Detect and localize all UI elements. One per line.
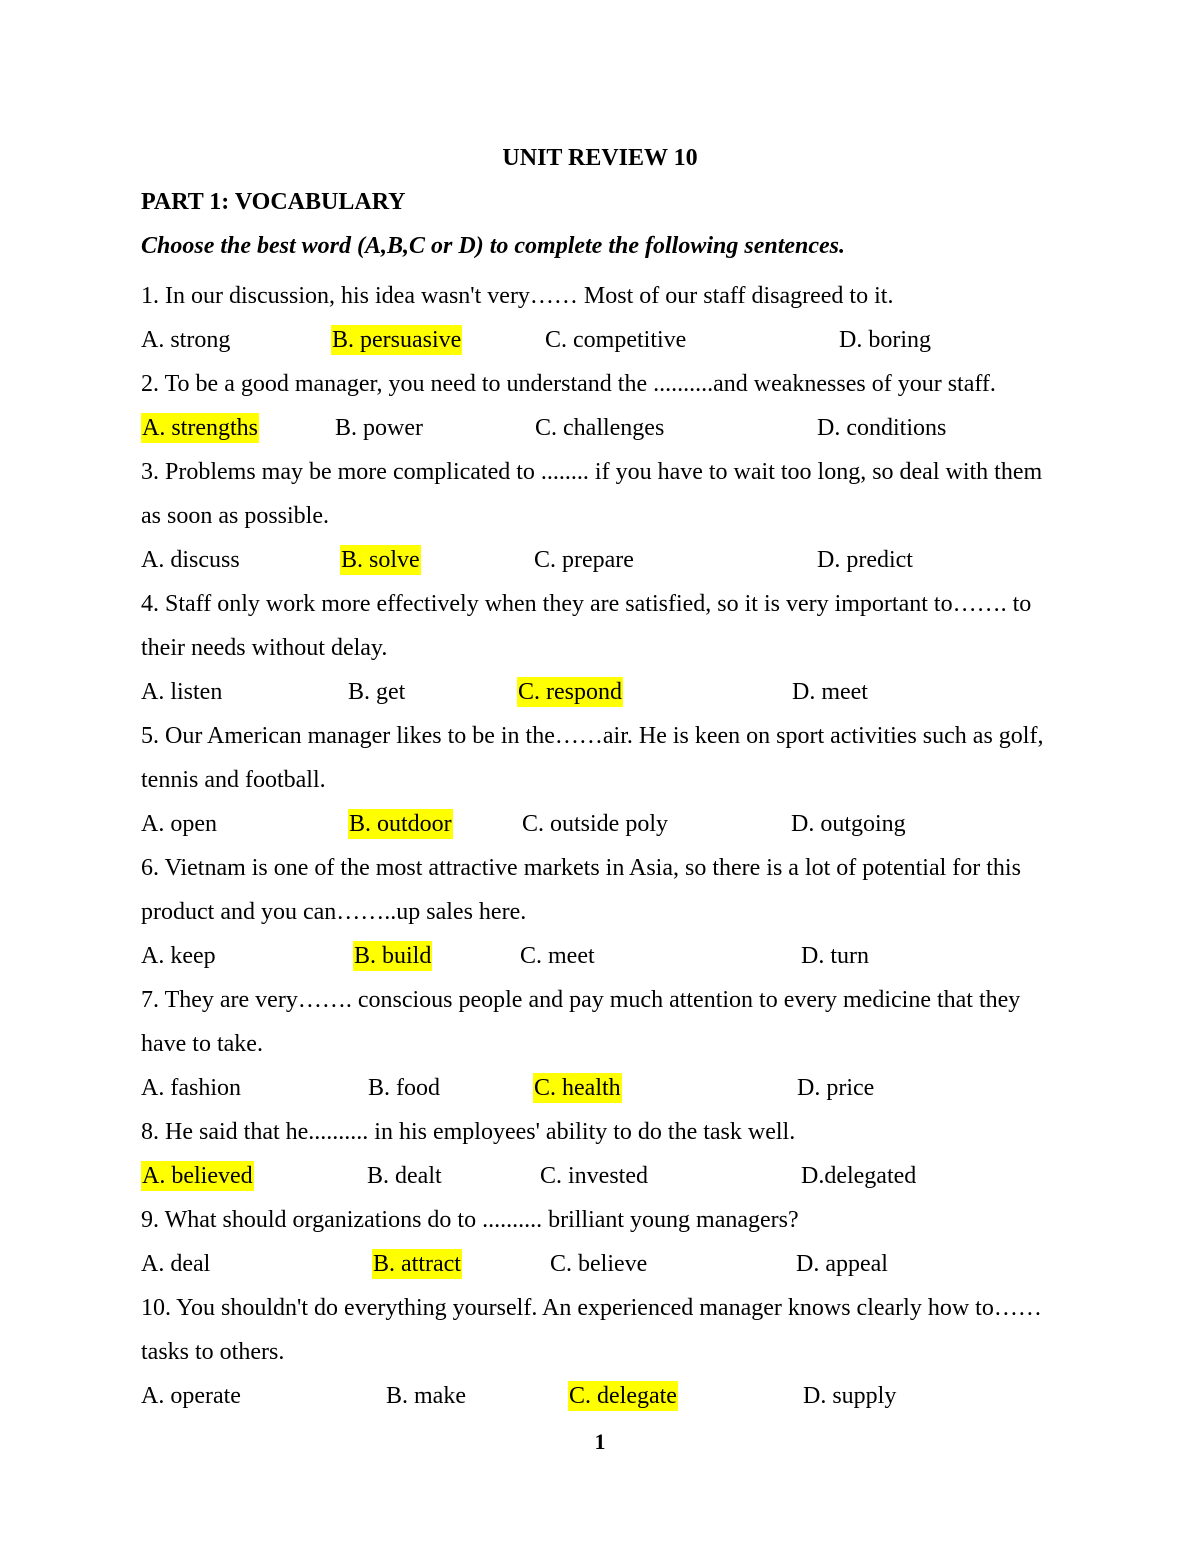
option-c [568, 1374, 678, 1418]
option-a [141, 1066, 241, 1110]
option-label: B. power [335, 415, 423, 441]
question-text: 7. They are very……. conscious people and pay much attention to every medicine that they have to take. [141, 987, 1021, 1057]
question-text: 9. What should organizations do to .......... brilliant young managers? [141, 1207, 799, 1233]
answer-options [141, 318, 1061, 362]
option-label: B. make [386, 1383, 466, 1409]
option-d [817, 406, 946, 450]
answer-options [141, 1154, 1061, 1198]
option-b [368, 1066, 440, 1110]
option-d [801, 934, 869, 978]
question-text: 10. You shouldn't do everything yourself. An experienced manager knows clearly how to……tasks to others. [141, 1295, 1042, 1365]
option-c [535, 406, 664, 450]
option-d [791, 802, 906, 846]
option-d [803, 1374, 896, 1418]
question-text: 4. Staff only work more effectively when they are satisfied, so it is very important to……. to their needs without delay. [141, 591, 1032, 661]
question-list [141, 274, 1061, 1418]
highlighted-answer: B. outdoor [349, 811, 452, 837]
option-label: A. operate [141, 1383, 241, 1409]
option-b [367, 1154, 442, 1198]
question-8 [141, 1110, 1061, 1198]
option-label: D. predict [817, 547, 913, 573]
option-c [533, 1066, 622, 1110]
option-label: C. challenges [535, 415, 665, 441]
page-title: UNIT REVIEW 10 [502, 145, 698, 171]
option-c [550, 1242, 647, 1286]
question-7 [141, 978, 1061, 1110]
option-label: A. open [141, 811, 217, 837]
option-label: D. boring [839, 327, 931, 353]
answer-options [141, 802, 1061, 846]
option-label: A. keep [141, 943, 216, 969]
option-c [545, 318, 686, 362]
question-4 [141, 582, 1061, 714]
option-label: D. appeal [796, 1251, 888, 1277]
option-c [520, 934, 595, 978]
option-label: A. discuss [141, 547, 240, 573]
option-d [801, 1154, 916, 1198]
option-a [141, 318, 230, 362]
option-a [141, 1154, 254, 1198]
option-d [797, 1066, 874, 1110]
option-label: D. turn [801, 943, 869, 969]
answer-options [141, 670, 1061, 714]
answer-options [141, 1242, 1061, 1286]
highlighted-answer: B. persuasive [332, 327, 462, 353]
option-b [348, 802, 453, 846]
option-a [141, 1242, 210, 1286]
question-text: 1. In our discussion, his idea wasn't very…… Most of our staff disagreed to it. [141, 283, 894, 309]
answer-options [141, 1374, 1061, 1418]
question-9 [141, 1198, 1061, 1286]
option-c [540, 1154, 648, 1198]
question-3 [141, 450, 1061, 582]
highlighted-answer: B. build [354, 943, 432, 969]
question-text: 5. Our American manager likes to be in the……air. He is keen on sport activities such as golf, tennis and football. [141, 723, 1044, 793]
option-b [386, 1374, 466, 1418]
question-text: 8. He said that he.......... in his employees' ability to do the task well. [141, 1119, 796, 1145]
option-c [522, 802, 668, 846]
option-label: B. dealt [367, 1163, 442, 1189]
option-label: B. food [368, 1075, 440, 1101]
option-label: C. believe [550, 1251, 648, 1277]
answer-options [141, 406, 1061, 450]
question-5 [141, 714, 1061, 846]
highlighted-answer: C. respond [518, 679, 622, 705]
option-label: D.delegated [801, 1163, 917, 1189]
option-b [331, 318, 462, 362]
option-a [141, 406, 259, 450]
page-number: 1 [594, 1429, 606, 1454]
option-d [796, 1242, 888, 1286]
option-c [534, 538, 634, 582]
part-heading: PART 1: VOCABULARY [141, 189, 406, 215]
option-label: A. strong [141, 327, 231, 353]
option-b [340, 538, 421, 582]
option-label: D. outgoing [791, 811, 906, 837]
option-label: C. invested [540, 1163, 648, 1189]
option-a [141, 934, 216, 978]
option-d [817, 538, 913, 582]
highlighted-answer: B. solve [341, 547, 420, 573]
option-a [141, 538, 240, 582]
option-c [517, 670, 623, 714]
option-b [353, 934, 432, 978]
highlighted-answer: B. attract [373, 1251, 461, 1277]
option-label: C. prepare [534, 547, 634, 573]
instruction-text: Choose the best word (A,B,C or D) to complete the following sentences. [141, 233, 846, 259]
question-text: 6. Vietnam is one of the most attractive markets in Asia, so there is a lot of potential for this product and you can……..up sales here. [141, 855, 1021, 925]
option-label: B. get [348, 679, 406, 705]
answer-options [141, 538, 1061, 582]
question-6 [141, 846, 1061, 978]
option-d [792, 670, 868, 714]
option-b [348, 670, 405, 714]
option-a [141, 802, 217, 846]
option-label: D. supply [803, 1383, 897, 1409]
question-1 [141, 274, 1061, 362]
highlighted-answer: A. believed [142, 1163, 253, 1189]
option-label: D. price [797, 1075, 875, 1101]
question-2 [141, 362, 1061, 450]
option-d [839, 318, 931, 362]
option-a [141, 670, 222, 714]
option-b [335, 406, 423, 450]
option-label: C. meet [520, 943, 595, 969]
option-label: D. meet [792, 679, 868, 705]
question-10 [141, 1286, 1061, 1418]
option-label: A. deal [141, 1251, 211, 1277]
option-label: C. competitive [545, 327, 687, 353]
option-label: A. listen [141, 679, 223, 705]
answer-options [141, 934, 1061, 978]
highlighted-answer: C. health [534, 1075, 621, 1101]
question-text: 2. To be a good manager, you need to understand the ..........and weaknesses of your staff. [141, 371, 996, 397]
option-label: A. fashion [141, 1075, 241, 1101]
question-text: 3. Problems may be more complicated to ........ if you have to wait too long, so deal with them as soon as possible. [141, 459, 1043, 529]
option-b [372, 1242, 462, 1286]
highlighted-answer: A. strengths [142, 415, 258, 441]
option-label: C. outside poly [522, 811, 669, 837]
option-a [141, 1374, 241, 1418]
answer-options [141, 1066, 1061, 1110]
highlighted-answer: C. delegate [569, 1383, 677, 1409]
option-label: D. conditions [817, 415, 947, 441]
